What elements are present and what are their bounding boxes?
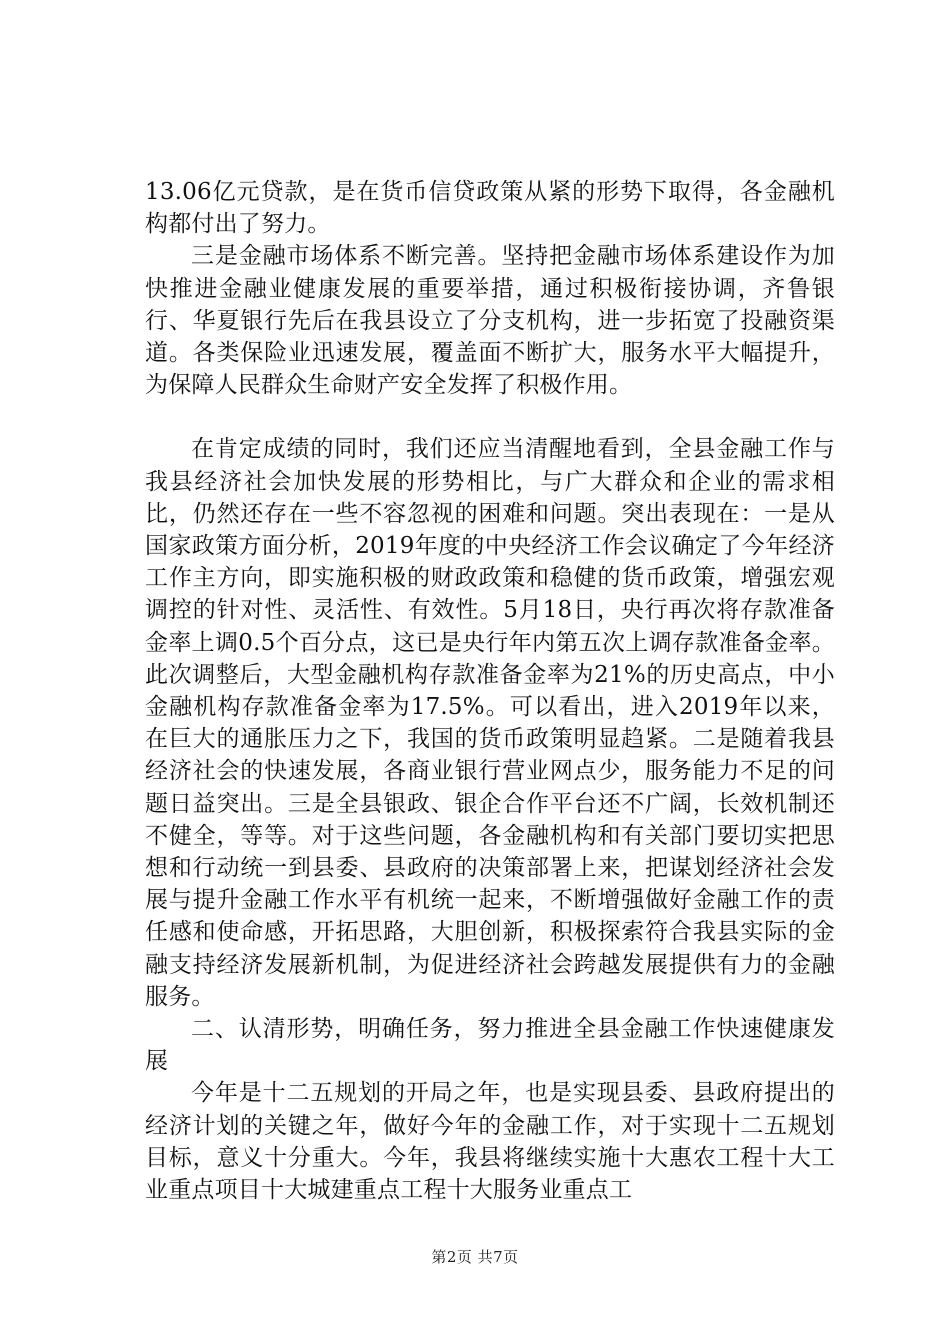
paragraph-financial-market-system: 三是金融市场体系不断完善。坚持把金融市场体系建设作为加快推进金融业健康发展的重要举措，通过积极衔接协调，齐鲁银行、华夏银行先后在我县设立了分支机构，进一步拓宽了投融资渠道。各类保险业迅速发展，覆盖面不断扩大，服务水平大幅提升，为保障人民群众生命财产安全发挥了积极作用。 <box>145 243 835 399</box>
paragraph-twelfth-five-year-plan: 今年是十二五规划的开局之年，也是实现县委、县政府提出的经济计划的关键之年，做好今年的金融工作，对于实现十二五规划目标，意义十分重大。今年，我县将继续实施十大惠农工程十大工业重点项目十大城建重点工程十大服务业重点工 <box>145 1080 835 1204</box>
document-body <box>145 176 835 1206</box>
page-number-footer: 第2页 共7页 <box>431 1248 519 1266</box>
paragraph-problems-analysis: 在肯定成绩的同时，我们还应当清醒地看到，全县金融工作与我县经济社会加快发展的形势相比，与广大群众和企业的需求相比，仍然还存在一些不容忽视的困难和问题。突出表现在：一是从国家政策方面分析，2019年度的中央经济工作会议确定了今年经济工作主方向，即实施积极的财政政策和稳健的货币政策，增强宏观调控的针对性、灵活性、有效性。5月18日，央行再次将存款准备金率上调0.5个百分点，这已是央行年内第五次上调存款准备金率。此次调整后，大型金融机构存款准备金率为21%的历史高点，中小金融机构存款准备金率为17.5%。可以看出，进入2019年以来，在巨大的通胀压力之下，我国的货币政策明显趋紧。二是随着我县经济社会的快速发展，各商业银行营业网点少，服务能力不足的问题日益突出。三是全县银政、银企合作平台还不广阔，长效机制还不健全，等等。对于这些问题，各金融机构和有关部门要切实把思想和行动统一到县委、县政府的决策部署上来，把谋划经济社会发展与提升金融工作水平有机统一起来，不断增强做好金融工作的责任感和使命感，开拓思路，大胆创新，积极探索符合我县实际的金融支持经济发展新机制，为促进经济社会跨越发展提供有力的金融服务。 <box>145 436 835 1010</box>
section-heading-tasks: 二、认清形势，明确任务，努力推进全县金融工作快速健康发展 <box>145 1016 835 1075</box>
paragraph-loan-result: 13.06亿元贷款，是在货币信贷政策从紧的形势下取得，各金融机构都付出了努力。 <box>145 179 835 238</box>
